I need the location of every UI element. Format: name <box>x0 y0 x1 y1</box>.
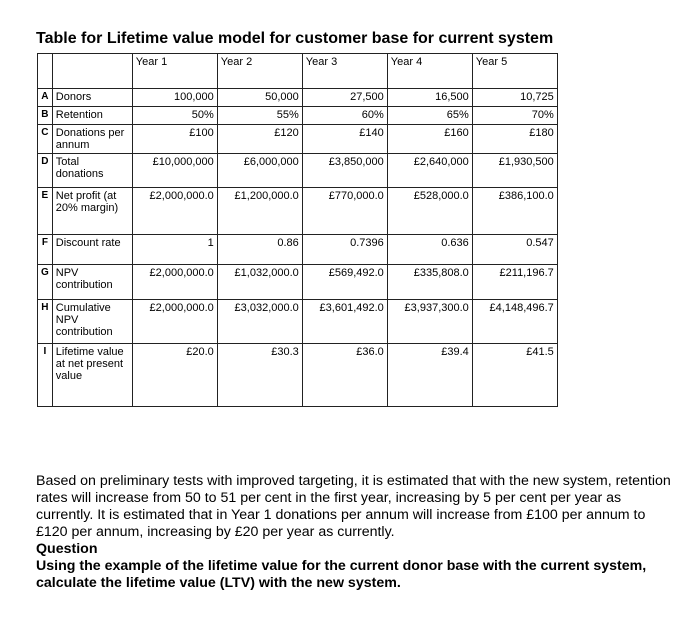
value-cell: £1,930,500 <box>472 154 557 188</box>
row-letter: E <box>38 188 53 235</box>
table-row <box>38 300 558 344</box>
table-row <box>38 107 558 125</box>
value-cell: £569,492.0 <box>302 265 387 300</box>
value-cell: £1,200,000.0 <box>217 188 302 235</box>
row-label: NPV contribution <box>52 265 132 300</box>
value-cell: £3,601,492.0 <box>302 300 387 344</box>
value-cell: 50% <box>132 107 217 125</box>
value-cell: £2,000,000.0 <box>132 265 217 300</box>
value-cell: £36.0 <box>302 344 387 407</box>
value-cell: £30.3 <box>217 344 302 407</box>
value-cell: £3,032,000.0 <box>217 300 302 344</box>
table-title: Table for Lifetime value model for customer base for current system <box>36 30 554 47</box>
header-corner-cell <box>38 54 53 89</box>
row-letter: D <box>38 154 53 188</box>
context-paragraph: Based on preliminary tests with improved targeting, it is estimated that with the new system, retention rates will increase from 50 to 51 per cent in the first year, increasing by 5 per cent per year as currently. It is estimated that in Year 1 donations per annum will increase from £100 per annum to £120 per annum, increasing by £20 per year as currently. <box>36 473 671 540</box>
value-cell: £140 <box>302 125 387 154</box>
value-cell: £2,000,000.0 <box>132 188 217 235</box>
value-cell: £20.0 <box>132 344 217 407</box>
value-cell: £180 <box>472 125 557 154</box>
table-row <box>38 125 558 154</box>
row-letter: B <box>38 107 53 125</box>
text-block <box>36 473 676 592</box>
value-cell: £211,196.7 <box>472 265 557 300</box>
value-cell: £770,000.0 <box>302 188 387 235</box>
table-header-row <box>38 54 558 89</box>
row-label: Donors <box>52 89 132 107</box>
value-cell: 0.7396 <box>302 235 387 265</box>
value-cell: £120 <box>217 125 302 154</box>
value-cell: £6,000,000 <box>217 154 302 188</box>
value-cell: £2,640,000 <box>387 154 472 188</box>
table-body <box>38 89 558 407</box>
row-letter: H <box>38 300 53 344</box>
value-cell: 0.636 <box>387 235 472 265</box>
year-header: Year 4 <box>387 54 472 89</box>
value-cell: 0.86 <box>217 235 302 265</box>
row-letter: A <box>38 89 53 107</box>
value-cell: £39.4 <box>387 344 472 407</box>
value-cell: 55% <box>217 107 302 125</box>
value-cell: 27,500 <box>302 89 387 107</box>
value-cell: 16,500 <box>387 89 472 107</box>
row-label: Cumulative NPV contribution <box>52 300 132 344</box>
value-cell: £3,937,300.0 <box>387 300 472 344</box>
table-row <box>38 344 558 407</box>
question-heading: Question <box>36 541 98 557</box>
value-cell: £100 <box>132 125 217 154</box>
lifetime-value-table <box>37 53 558 407</box>
row-label: Net profit (at 20% margin) <box>52 188 132 235</box>
value-cell: £528,000.0 <box>387 188 472 235</box>
table-row <box>38 89 558 107</box>
value-cell: £160 <box>387 125 472 154</box>
value-cell: £4,148,496.7 <box>472 300 557 344</box>
value-cell: 1 <box>132 235 217 265</box>
year-header: Year 2 <box>217 54 302 89</box>
value-cell: £335,808.0 <box>387 265 472 300</box>
header-label-cell <box>52 54 132 89</box>
value-cell: 100,000 <box>132 89 217 107</box>
table-row <box>38 188 558 235</box>
row-label: Discount rate <box>52 235 132 265</box>
row-label: Total donations <box>52 154 132 188</box>
row-letter: F <box>38 235 53 265</box>
question-text: Using the example of the lifetime value for the current donor base with the current system, calculate the lifetime value (LTV) with the new system. <box>36 558 647 591</box>
value-cell: 60% <box>302 107 387 125</box>
value-cell: 10,725 <box>472 89 557 107</box>
row-label: Lifetime value at net present value <box>52 344 132 407</box>
value-cell: 70% <box>472 107 557 125</box>
year-header: Year 5 <box>472 54 557 89</box>
value-cell: £41.5 <box>472 344 557 407</box>
table-row <box>38 154 558 188</box>
row-letter: I <box>38 344 53 407</box>
row-label: Donations per annum <box>52 125 132 154</box>
value-cell: £2,000,000.0 <box>132 300 217 344</box>
row-letter: G <box>38 265 53 300</box>
row-label: Retention <box>52 107 132 125</box>
value-cell: 0.547 <box>472 235 557 265</box>
year-header: Year 1 <box>132 54 217 89</box>
value-cell: £1,032,000.0 <box>217 265 302 300</box>
year-header: Year 3 <box>302 54 387 89</box>
row-letter: C <box>38 125 53 154</box>
value-cell: 65% <box>387 107 472 125</box>
value-cell: £386,100.0 <box>472 188 557 235</box>
value-cell: £3,850,000 <box>302 154 387 188</box>
value-cell: £10,000,000 <box>132 154 217 188</box>
table-row <box>38 265 558 300</box>
table-row <box>38 235 558 265</box>
value-cell: 50,000 <box>217 89 302 107</box>
